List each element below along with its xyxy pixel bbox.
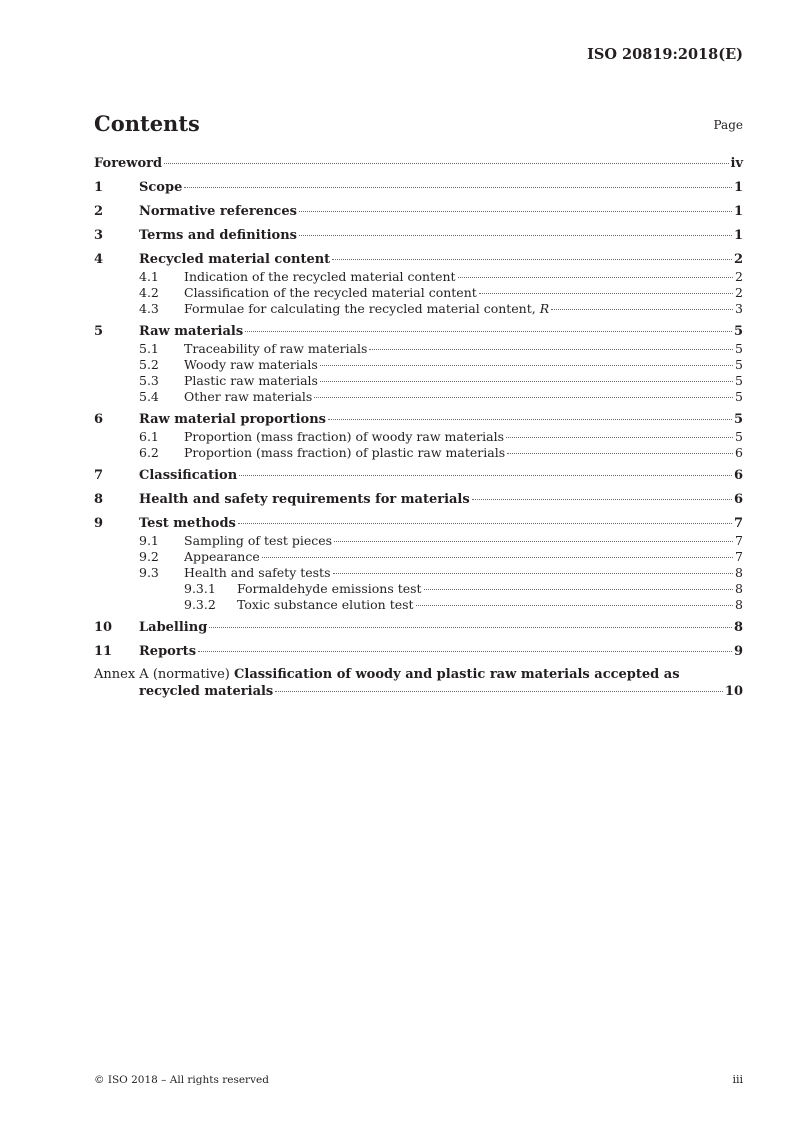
toc-entry[interactable] <box>94 445 743 461</box>
toc-entry-number: 1 <box>94 180 104 195</box>
toc-entry-number: 6.2 <box>139 445 159 460</box>
toc-entry-number: 2 <box>94 204 104 219</box>
dot-leader <box>551 309 733 310</box>
toc-entry[interactable] <box>94 227 743 245</box>
toc-entry-title: Formulae for calculating the recycled material content, <box>184 301 540 316</box>
copyright-notice: © ISO 2018 – All rights reserved <box>94 1074 269 1086</box>
dot-leader <box>299 235 732 236</box>
toc-entry-number: 5.2 <box>139 357 159 372</box>
dot-leader <box>334 541 733 542</box>
dot-leader <box>239 475 732 476</box>
dot-leader <box>333 573 734 574</box>
document-id: ISO 20819:2018(E) <box>587 46 743 63</box>
toc-entry[interactable] <box>94 341 743 357</box>
toc-entry-number: 3 <box>94 228 104 243</box>
toc-entry-page-number: 7 <box>735 549 743 564</box>
toc-entry[interactable] <box>94 301 743 317</box>
toc-entry-page-number: 1 <box>733 204 743 219</box>
toc-entry[interactable] <box>94 565 743 581</box>
toc-entry-title: Terms and definitions <box>139 228 297 243</box>
dot-leader <box>479 293 733 294</box>
page-column-label: Page <box>713 118 743 132</box>
dot-leader <box>198 651 732 652</box>
toc-entry-page-number: 6 <box>733 492 743 507</box>
toc-entry-number: 4.2 <box>139 285 159 300</box>
dot-leader <box>320 381 733 382</box>
dot-leader <box>369 349 733 350</box>
dot-leader <box>184 187 732 188</box>
dot-leader <box>472 499 732 500</box>
toc-entry[interactable] <box>94 285 743 301</box>
dot-leader <box>245 331 732 332</box>
toc-entry-page-number: 5 <box>735 373 743 388</box>
toc-entry-annex-a[interactable] <box>94 667 743 701</box>
toc-entry-number: 11 <box>94 644 113 659</box>
dot-leader <box>299 211 732 212</box>
toc-entry-title: Recycled material content <box>139 252 331 267</box>
toc-entry-page-number: 8 <box>735 581 743 596</box>
annex-type: (normative) <box>152 667 230 682</box>
toc-entry[interactable] <box>94 179 743 197</box>
toc-entry-page-number: 5 <box>735 357 743 372</box>
toc-entry-page-number: iv <box>730 156 743 171</box>
dot-leader <box>262 557 733 558</box>
annex-title-line-1: Classification of woody and plastic raw materials accepted as <box>234 667 680 682</box>
toc-entry-number: 10 <box>94 620 113 635</box>
toc-entry-number: 7 <box>94 468 104 483</box>
toc-entry-page-number: 5 <box>733 412 743 427</box>
toc-entry[interactable] <box>94 643 743 661</box>
toc-entry-number: 5.4 <box>139 389 159 404</box>
dot-leader <box>238 523 732 524</box>
toc-entry[interactable] <box>94 597 743 613</box>
toc-entry[interactable] <box>94 411 743 429</box>
toc-entry-number: 6 <box>94 412 104 427</box>
toc-entry-page-number: 9 <box>733 644 743 659</box>
toc-entry[interactable] <box>94 491 743 509</box>
toc-entry-title: Proportion (mass fraction) of woody raw materials <box>184 429 505 444</box>
toc-entry-title: Plastic raw materials <box>184 373 318 388</box>
annex-line-1 <box>94 667 743 683</box>
toc-entry-number: 4 <box>94 252 104 267</box>
toc-entry-title: Classification <box>139 468 238 483</box>
toc-entry-number: 9.3.1 <box>184 581 216 596</box>
toc-entry-number: 5 <box>94 324 104 339</box>
page-title: Contents <box>94 111 200 136</box>
page-number: iii <box>732 1073 743 1086</box>
toc-entry-number: 5.1 <box>139 341 159 356</box>
toc-entry-page-number: 6 <box>733 468 743 483</box>
dot-leader <box>314 397 733 398</box>
toc-entry-page-number: 5 <box>735 389 743 404</box>
toc-entries <box>94 155 743 661</box>
dot-leader <box>506 437 733 438</box>
annex-line-2 <box>94 683 743 701</box>
toc-entry[interactable] <box>94 155 743 173</box>
toc-entry-title: Sampling of test pieces <box>184 533 333 548</box>
toc-entry[interactable] <box>94 269 743 285</box>
toc-entry-page-number: 8 <box>735 597 743 612</box>
table-of-contents <box>94 155 743 701</box>
dot-leader <box>320 365 733 366</box>
toc-entry-title: Raw materials <box>139 324 244 339</box>
toc-entry-title: Labelling <box>139 620 208 635</box>
toc-entry-number: 9 <box>94 516 104 531</box>
toc-entry-page-number: 1 <box>733 180 743 195</box>
toc-entry-page-number: 5 <box>735 429 743 444</box>
dot-leader <box>507 453 733 454</box>
toc-entry-title: Reports <box>139 644 197 659</box>
toc-entry-number: 9.3 <box>139 565 159 580</box>
toc-entry-number: 4.1 <box>139 269 159 284</box>
toc-entry-title: Test methods <box>139 516 236 531</box>
annex-prefix: Annex A <box>94 667 149 682</box>
toc-entry-title: Classification of the recycled material content <box>184 285 477 300</box>
toc-entry-page-number: 5 <box>733 324 743 339</box>
toc-entry-title: Scope <box>139 180 183 195</box>
toc-entry-title: Formaldehyde emissions test <box>237 581 422 596</box>
dot-leader <box>164 163 728 164</box>
toc-entry-number: 5.3 <box>139 373 159 388</box>
toc-entry-page-number: 7 <box>733 516 743 531</box>
dot-leader <box>332 259 732 260</box>
toc-entry-title: Toxic substance elution test <box>237 597 414 612</box>
toc-entry-title: Proportion (mass fraction) of plastic raw materials <box>184 445 506 460</box>
toc-entry-number: 8 <box>94 492 104 507</box>
annex-page-number: 10 <box>724 684 743 699</box>
toc-entry-page-number: 2 <box>733 252 743 267</box>
toc-entry-page-number: 8 <box>735 565 743 580</box>
toc-entry[interactable] <box>94 323 743 341</box>
toc-entry-title: Health and safety requirements for materials <box>139 492 470 507</box>
toc-entry-page-number: 8 <box>733 620 743 635</box>
toc-entry-page-number: 2 <box>735 269 743 284</box>
dot-leader <box>424 589 733 590</box>
toc-entry-page-number: 3 <box>735 301 743 316</box>
toc-entry-title: Foreword <box>94 156 163 171</box>
toc-entry[interactable] <box>94 515 743 533</box>
toc-entry-number: 9.1 <box>139 533 159 548</box>
toc-entry[interactable] <box>94 533 743 549</box>
toc-entry[interactable] <box>94 619 743 637</box>
toc-entry-page-number: 2 <box>735 285 743 300</box>
dot-leader <box>458 277 733 278</box>
toc-entry[interactable] <box>94 357 743 373</box>
toc-entry-title: Appearance <box>184 549 260 564</box>
toc-entry[interactable] <box>94 203 743 221</box>
toc-entry-page-number: 6 <box>735 445 743 460</box>
toc-entry-title: Normative references <box>139 204 297 219</box>
toc-entry-page-number: 7 <box>735 533 743 548</box>
toc-entry-number: 4.3 <box>139 301 159 316</box>
dot-leader <box>416 605 733 606</box>
toc-entry-title: Indication of the recycled material content <box>184 269 456 284</box>
toc-entry-page-number: 1 <box>733 228 743 243</box>
dot-leader <box>209 627 732 628</box>
dot-leader <box>275 691 723 692</box>
toc-entry[interactable] <box>94 373 743 389</box>
toc-entry-number: 9.2 <box>139 549 159 564</box>
toc-entry-title: Raw material proportions <box>139 412 326 427</box>
toc-entry-title: Woody raw materials <box>184 357 318 372</box>
toc-entry-title: Traceability of raw materials <box>184 341 368 356</box>
toc-entry[interactable] <box>94 549 743 565</box>
toc-entry-number: 6.1 <box>139 429 159 444</box>
toc-entry[interactable] <box>94 467 743 485</box>
toc-entry-title: Health and safety tests <box>184 565 331 580</box>
toc-entry[interactable] <box>94 581 743 597</box>
toc-entry[interactable] <box>94 429 743 445</box>
dot-leader <box>328 419 732 420</box>
toc-entry[interactable] <box>94 251 743 269</box>
toc-entry-page-number: 5 <box>735 341 743 356</box>
toc-entry-number: 9.3.2 <box>184 597 216 612</box>
toc-entry-italic-symbol: R <box>539 301 550 316</box>
toc-entry-title: Other raw materials <box>184 389 313 404</box>
toc-entry[interactable] <box>94 389 743 405</box>
annex-title-line-2: recycled materials <box>139 684 274 699</box>
